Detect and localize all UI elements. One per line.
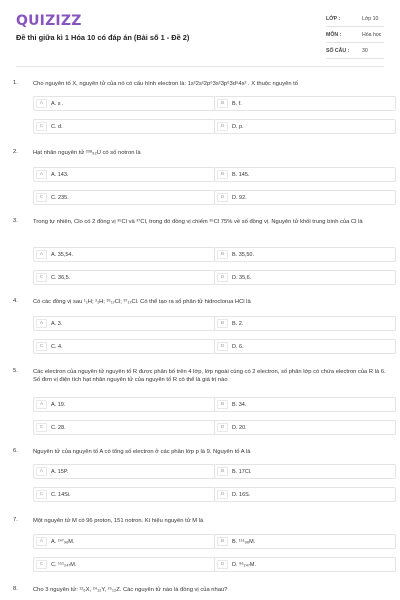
option-label: A. 15P. <box>51 468 69 475</box>
option-d[interactable] <box>214 119 396 134</box>
option-letter-box: C <box>36 342 47 351</box>
option-label: C. 235. <box>51 194 69 201</box>
question-number: 1. <box>13 80 18 86</box>
option-c[interactable] <box>33 557 215 572</box>
option-letter-box: A <box>36 319 47 328</box>
option-letter-box: A <box>36 400 47 409</box>
option-b[interactable] <box>214 96 396 111</box>
option-label: D. 20. <box>232 424 247 431</box>
option-label: B. 17Cl. <box>232 468 252 475</box>
option-label: C. ¹⁵¹₂₄₇M. <box>51 561 77 568</box>
option-label: D. 35,6. <box>232 274 252 281</box>
option-d[interactable] <box>214 339 396 354</box>
quizizz-logo: QUIZIZZ <box>16 13 82 29</box>
option-label: A. s . <box>51 100 64 107</box>
option-label: A. ²⁴⁷₉₆M. <box>51 538 75 545</box>
option-a[interactable] <box>33 167 215 182</box>
question-number: 3. <box>13 218 18 224</box>
option-label: C. d. <box>51 123 63 130</box>
option-b[interactable] <box>214 464 396 479</box>
option-label: D. 6. <box>232 343 244 350</box>
option-b[interactable] <box>214 534 396 549</box>
option-letter-box: A <box>36 537 47 546</box>
meta-value: 30 <box>362 48 368 54</box>
option-letter-box: D <box>217 560 228 569</box>
option-label: D. 16S. <box>232 491 251 498</box>
option-c[interactable] <box>33 270 215 285</box>
option-label: D. ⁹⁶₂₄₇M. <box>232 561 257 568</box>
option-letter-box: A <box>36 467 47 476</box>
option-letter-box: D <box>217 342 228 351</box>
option-a[interactable] <box>33 316 215 331</box>
option-letter-box: C <box>36 560 47 569</box>
meta-key: MÔN : <box>326 32 342 38</box>
question-text: Trong tự nhiên, Clo có 2 đồng vị ³⁵Cl và ³⁷Cl, trong đó đồng vị chiếm ³⁵Cl 75% về số đồng vị. Nguyên tử khối trung bình của Cl là <box>33 219 363 225</box>
option-a[interactable] <box>33 534 215 549</box>
option-label: A. 143. <box>51 171 69 178</box>
question-number: 8. <box>13 586 18 592</box>
option-letter-box: C <box>36 490 47 499</box>
option-label: D. 92. <box>232 194 247 201</box>
question-number: 6. <box>13 448 18 454</box>
meta-row-grade <box>326 13 384 27</box>
question-number: 4. <box>13 298 18 304</box>
option-label: A. 35,54. <box>51 251 74 258</box>
option-letter-box: B <box>217 537 228 546</box>
option-letter-box: C <box>36 122 47 131</box>
meta-row-count <box>326 45 384 59</box>
question-text: Cho 3 nguyên tử: ¹²₆X, ²⁴₁₂Y, ²⁵₁₂Z. Các nguyên tử nào là đồng vị của nhau? <box>33 587 228 593</box>
worksheet-header <box>0 0 400 66</box>
option-a[interactable] <box>33 464 215 479</box>
option-letter-box: B <box>217 319 228 328</box>
header-divider <box>16 66 384 67</box>
question-number: 2. <box>13 149 18 155</box>
question-text: Một nguyên tử M có 96 proton, 151 notron. Kí hiệu nguyên tử M là <box>33 518 204 524</box>
option-letter-box: B <box>217 99 228 108</box>
option-c[interactable] <box>33 339 215 354</box>
option-label: B. ¹⁵¹₉₆M. <box>232 538 256 545</box>
option-c[interactable] <box>33 119 215 134</box>
question-number: 7. <box>13 517 18 523</box>
option-b[interactable] <box>214 247 396 262</box>
option-letter-box: B <box>217 250 228 259</box>
option-letter-box: D <box>217 122 228 131</box>
option-letter-box: A <box>36 99 47 108</box>
option-letter-box: B <box>217 170 228 179</box>
option-label: B. 35,50. <box>232 251 255 258</box>
option-c[interactable] <box>33 487 215 502</box>
question-number: 5. <box>13 368 18 374</box>
meta-row-subject <box>326 29 384 43</box>
option-letter-box: C <box>36 193 47 202</box>
option-b[interactable] <box>214 316 396 331</box>
option-letter-box: C <box>36 273 47 282</box>
option-letter-box: B <box>217 400 228 409</box>
option-c[interactable] <box>33 190 215 205</box>
option-label: C. 14Si. <box>51 491 71 498</box>
option-letter-box: A <box>36 250 47 259</box>
option-d[interactable] <box>214 557 396 572</box>
question-text: Nguyên tử của nguyên tố A có tổng số electron ở các phân lớp p là 9. Nguyên tố A là <box>33 449 251 455</box>
option-letter-box: D <box>217 423 228 432</box>
option-d[interactable] <box>214 190 396 205</box>
option-label: B. 145. <box>232 171 250 178</box>
option-b[interactable] <box>214 167 396 182</box>
option-letter-box: D <box>217 273 228 282</box>
option-label: A. 19. <box>51 401 66 408</box>
option-label: C. 4. <box>51 343 63 350</box>
option-label: C. 36,5. <box>51 274 71 281</box>
meta-key: SỐ CÂU : <box>326 48 350 54</box>
option-letter-box: C <box>36 423 47 432</box>
option-label: D. p. <box>232 123 244 130</box>
option-letter-box: B <box>217 467 228 476</box>
question-text: Cho nguyên tố X, nguyên tử của nó có cấu hình electron là: 1s²2s²2p⁶3s²3p⁶3d⁵4s² . X thuộc nguyên tố <box>33 81 298 87</box>
option-letter-box: D <box>217 490 228 499</box>
option-letter-box: A <box>36 170 47 179</box>
option-label: B. 2. <box>232 320 244 327</box>
option-d[interactable] <box>214 420 396 435</box>
option-label: A. 3. <box>51 320 63 327</box>
meta-value: Hóa học <box>362 32 382 38</box>
question-text: Các electron của nguyên tử nguyên tố R được phân bố trên 4 lớp, lớp ngoài cùng có 2 electron, số phân lớp có chứa electron của R là 6. Số đơn vị điện tích hạt nhân nguyên tử của nguyên tố R có thể là giá trị nào <box>33 369 386 384</box>
option-c[interactable] <box>33 420 215 435</box>
meta-value: Lớp 10 <box>362 16 379 22</box>
option-d[interactable] <box>214 270 396 285</box>
option-label: C. 28. <box>51 424 66 431</box>
question-text: Hạt nhân nguyên tử ²³⁸₉₂U có số notron là <box>33 150 141 156</box>
question-text: Có các đồng vị sau ¹₁H; ²₁H; ³⁵₁₇Cl; ³⁷₁₇Cl. Có thể tạo ra số phân tử hidroclorua HCl là <box>33 299 251 305</box>
option-a[interactable] <box>33 397 215 412</box>
option-letter-box: D <box>217 193 228 202</box>
option-label: B. f. <box>232 100 242 107</box>
option-a[interactable] <box>33 96 215 111</box>
option-b[interactable] <box>214 397 396 412</box>
meta-key: LỚP : <box>326 16 341 22</box>
option-d[interactable] <box>214 487 396 502</box>
worksheet-title: Đề thi giữa kì 1 Hóa 10 có đáp án (Bài số 1 - Đề 2) <box>16 33 190 42</box>
option-label: B. 34. <box>232 401 247 408</box>
option-a[interactable] <box>33 247 215 262</box>
